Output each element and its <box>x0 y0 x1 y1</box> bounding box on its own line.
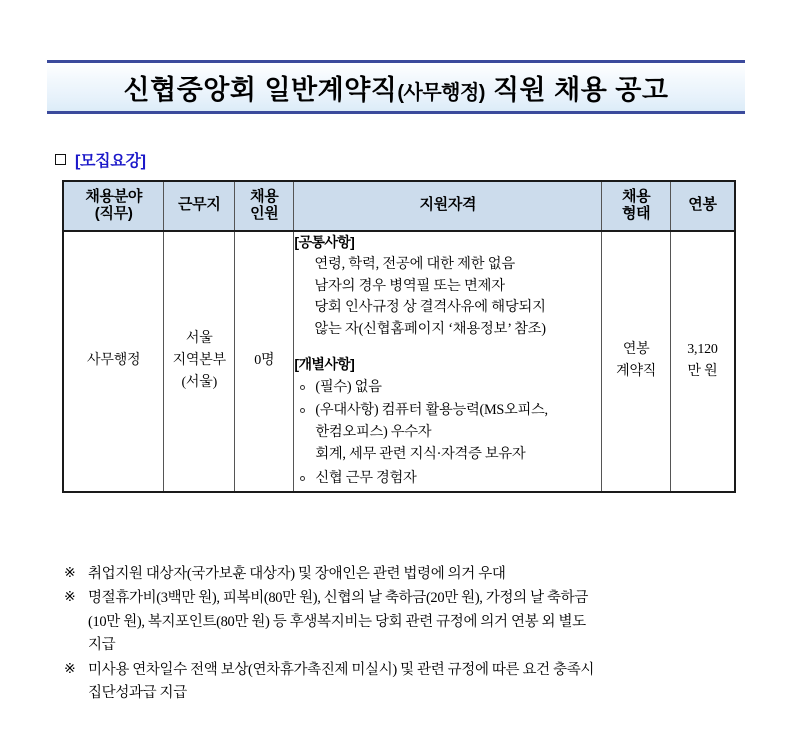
list-item <box>294 468 601 490</box>
cell-workplace-line3: (서울) <box>181 375 218 391</box>
footnote-line: 지급 <box>88 637 116 654</box>
title-banner <box>47 60 745 114</box>
list-item <box>294 400 601 422</box>
table-header <box>63 181 735 231</box>
circle-bullet-icon <box>300 408 305 413</box>
footnotes <box>62 563 752 707</box>
table-body <box>63 231 735 492</box>
circle-bullet-icon <box>300 385 305 390</box>
square-bullet-icon <box>55 154 66 165</box>
cell-employment-type <box>602 231 671 492</box>
section-heading-recruitment-overview <box>55 148 146 171</box>
circle-bullet-icon <box>300 476 305 481</box>
page-title-subscript: (사무행정) <box>397 81 485 104</box>
cell-workplace-line2: 지역본부 <box>172 352 226 368</box>
qualification-individual-list <box>294 377 601 421</box>
qualification-spacer <box>294 341 601 354</box>
column-header-field-line2: (직무) <box>94 204 133 222</box>
cell-workplace <box>164 231 235 492</box>
column-header-qualification: 지원자격 <box>294 181 602 231</box>
cell-employment-type-line2: 계약직 <box>616 364 657 380</box>
cell-salary-line1: 3,120 <box>687 341 718 357</box>
footnote-item <box>62 659 752 706</box>
cell-workplace-line1: 서울 <box>185 330 213 346</box>
footnote-line: 집단성과급 지급 <box>88 685 187 702</box>
qualification-common-line: 당회 인사규정 상 결격사유에 해당되지 <box>314 299 546 316</box>
footnote-line: 취업지원 대상자(국가보훈 대상자) 및 장애인은 관련 법령에 의거 우대 <box>88 566 506 582</box>
list-item-label: (필수) 없음 <box>315 379 382 395</box>
column-header-headcount-line1: 채용 <box>250 188 279 205</box>
footnote-item <box>62 563 752 586</box>
column-header-employment-type-line2: 형태 <box>621 204 651 222</box>
qualification-individual-subline: 한컴오피스) 우수자 <box>315 424 432 441</box>
table-row <box>63 231 735 492</box>
qualification-common-line: 남자의 경우 병역필 또는 면제자 <box>314 277 505 294</box>
recruitment-table <box>62 180 736 493</box>
cell-employment-type-line1: 연봉 <box>622 341 650 357</box>
qualification-individual-subline: 회계, 세무 관련 지식·자격증 보유자 <box>315 446 526 463</box>
cell-salary-line2: 만 원 <box>687 364 718 380</box>
column-header-field <box>63 181 164 231</box>
list-item <box>294 377 601 399</box>
page-title-main-second: 직원 채용 공고 <box>484 74 669 105</box>
cell-qualification <box>294 231 602 492</box>
qualification-common-title: [공통사항] <box>294 233 355 250</box>
column-header-employment-type-line1: 채용 <box>621 188 651 205</box>
recruitment-table-container <box>62 180 736 493</box>
column-header-workplace: 근무지 <box>164 181 235 231</box>
reference-mark-icon: ※ <box>64 566 76 581</box>
column-header-employment-type <box>602 181 671 231</box>
reference-mark-icon: ※ <box>64 661 76 677</box>
cell-field: 사무행정 <box>63 231 164 492</box>
cell-headcount: 0명 <box>235 231 294 492</box>
footnote-item <box>62 587 752 657</box>
qualification-individual-list-last <box>294 468 601 490</box>
list-item-label: 신협 근무 경험자 <box>315 469 417 486</box>
list-item-label: (우대사항) 컴퓨터 활용능력(MS오피스, <box>315 401 548 418</box>
reference-mark-icon: ※ <box>64 590 76 606</box>
page-title-main-first: 신협중앙회 일반계약직 <box>123 74 398 105</box>
footnote-line: (10만 원), 복지포인트(80만 원) 등 후생복지비는 당회 관련 규정에 의거 연봉 외 별도 <box>88 613 586 630</box>
column-header-field-line1: 채용분야 <box>85 188 143 205</box>
column-header-headcount-line2: 인원 <box>250 204 279 222</box>
cell-salary <box>670 231 735 492</box>
footnote-line: 명절휴가비(3백만 원), 피복비(80만 원), 신협의 날 축하금(20만 원), 가정의 날 축하금 <box>88 590 588 607</box>
footnote-line: 미사용 연차일수 전액 보상(연차휴가촉진제 미실시) 및 관련 규정에 따른 요건 충족시 <box>88 661 595 678</box>
qualification-common-line: 연령, 학력, 전공에 대한 제한 없음 <box>314 255 515 272</box>
column-header-headcount <box>235 181 294 231</box>
page-title <box>124 68 669 107</box>
column-header-salary: 연봉 <box>670 181 735 231</box>
section-heading-label: [모집요강] <box>75 153 146 170</box>
table-header-row <box>63 181 735 231</box>
qualification-common-line: 않는 자(신협홈페이지 ‘채용정보’ 참조) <box>314 321 546 338</box>
qualification-individual-title: [개별사항] <box>294 355 355 372</box>
